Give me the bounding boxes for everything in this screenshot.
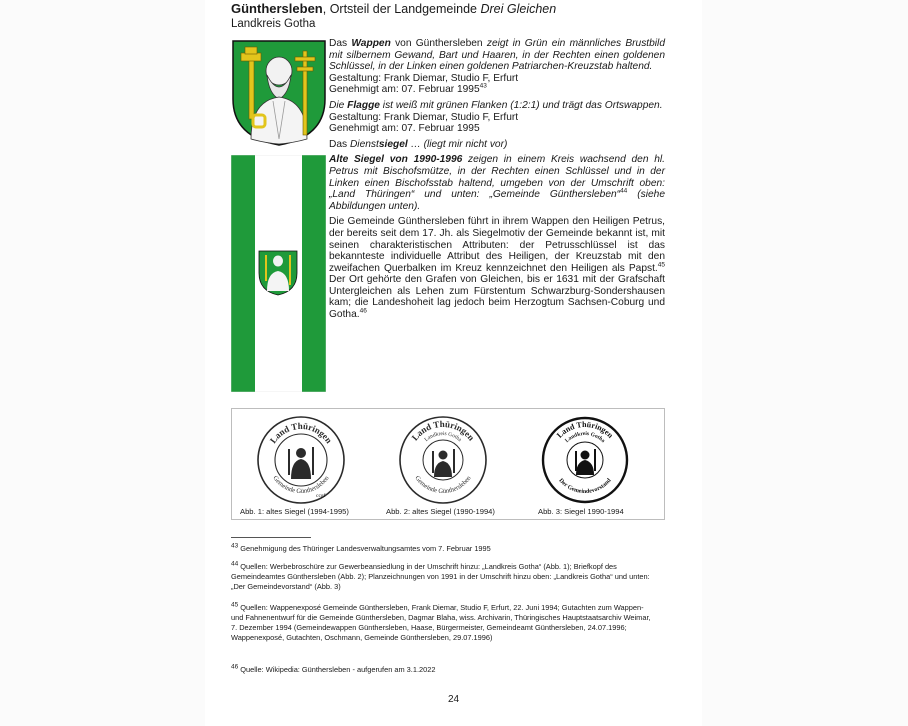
history-paragraph xyxy=(329,216,665,320)
footnote-text: Quellen: Wappenexposé Gemeinde Günthersleben, Frank Diemar, Studio F, Erfurt, 22. Juni 1994; Gutachten zum Wappen- und Fahnenentwurf für die Gemeinde Günthersleben, Dagmar Blaha, wiss. Archivarin, Thüringisches Hauptstaatsarchiv Weimar, 7. Dezember 1994 (Gemeindewappen Günthersleben, Haase, Bürgermeister, Gemeindeamt Günthersleben, 24.07.1996; Wappenexposé, Gutachten, Oschmann, Gemeinde Günthersleben, 29.07.1996) xyxy=(231,603,651,642)
text-fragment: Das xyxy=(329,138,350,150)
flag-blazon-text: ist weiß mit grünen Flanken (1:2:1) und trägt das Ortswappen. xyxy=(379,99,663,111)
term-wappen: Wappen xyxy=(351,38,391,49)
flagge-description xyxy=(329,100,665,135)
term-siegel: siegel xyxy=(378,138,408,150)
text-fragment: Die xyxy=(329,99,348,111)
footnote-44 xyxy=(231,562,651,592)
flag-approval-date: Genehmigt am: 07. Februar 1995 xyxy=(329,123,480,135)
seal-image-1 xyxy=(256,415,346,505)
seal-bottom-text: Gemeinde Günthersleben xyxy=(413,474,473,496)
seal-bottom-text: Gemeinde Günthersleben xyxy=(271,474,331,496)
seal-mid-text: Landkreis Gotha xyxy=(564,430,606,445)
coat-of-arms-image xyxy=(231,39,327,147)
history-text: Die Gemeinde Günthersleben führt in ihrem Wappen den Heiligen Petrus, der bereits seit dem 17. Jh. als Siegelmotiv der Gemeinde bekannt ist, mit seinen charakteristischen Attributen: der Petrusschlüssel ist das bekannteste individuelle Attribut des Heiligen, der Kreuzstab mit den zweifachen Querbalken im Kreuz kennzeichnet den Heiligen als Papst. xyxy=(329,216,665,274)
seal-top-text: Land Thüringen xyxy=(267,420,335,446)
title-rest: , Ortsteil der Landgemeinde xyxy=(322,2,481,16)
seal-caption: Abb. 3: Siegel 1990-1994 xyxy=(538,507,624,516)
text-fragment: (siehe Abbildungen unten). xyxy=(329,189,666,212)
alte-siegel-description xyxy=(329,154,665,212)
seal-caption: Abb. 1: altes Siegel (1994-1995) xyxy=(240,507,349,516)
seal-bottom-text: Der Gemeindevorstand xyxy=(557,477,613,496)
blazon-text: zeigt in Grün ein männliches Brustbild mit silbernem Gewand, Bart und Haaren, in der Rechten einen goldenen Schlüssel, in der Linken einen goldenen Patriarchen-Kreuzstab haltend. xyxy=(329,38,665,73)
dienstsiegel-note xyxy=(329,139,665,151)
district-label: Landkreis Gotha xyxy=(231,18,316,30)
footnote-number: 44 xyxy=(231,560,239,568)
seal-image-2 xyxy=(398,415,488,505)
seal-mark: ccgf xyxy=(316,493,326,499)
footnote-ref[interactable]: 43 xyxy=(479,82,487,90)
seal-description-text: zeigen in einem Kreis wachsend den hl. Petrus mit Bischofsmütze, in der Rechten einen Schlüssel und in der Linken einen Bischofsstab haltend, umgeben von der Umschrift oben: „Land Thüringen“ und unten: „Gemeinde Günthersleben“ xyxy=(329,154,665,201)
seal-image-3 xyxy=(540,415,630,505)
footnote-46 xyxy=(231,665,651,675)
footnote-ref[interactable]: 46 xyxy=(359,307,367,315)
seals-figure xyxy=(231,408,665,520)
footnote-43 xyxy=(231,544,651,554)
wappen-section xyxy=(329,38,665,325)
footnote-text: Quelle: Wikipedia: Günthersleben - aufgerufen am 3.1.2022 xyxy=(240,665,436,674)
footnote-number: 46 xyxy=(231,663,239,671)
document-page xyxy=(205,0,702,726)
history-text: Der Ort gehörte den Grafen von Gleichen, bis er 1631 mit der Grafschaft Untergleichen als Lehen zum Fürstentum Schwarzburg-Sondershausen kam; die Landeshoheit lag jedoch beim Herzogtum Sachsen-Coburg und Gotha. xyxy=(329,274,665,321)
text-fragment: Dienst xyxy=(349,138,379,150)
footnote-number: 43 xyxy=(231,542,239,550)
text-fragment: Das xyxy=(329,38,352,49)
footnote-45 xyxy=(231,603,651,643)
footnote-ref[interactable]: 44 xyxy=(620,187,628,195)
page-number: 24 xyxy=(447,694,460,705)
footnote-ref[interactable]: 45 xyxy=(657,261,665,269)
wappen-design-credit: Gestaltung: Frank Diemar, Studio F, Erfurt xyxy=(329,72,519,84)
page-margin-left xyxy=(0,0,205,726)
wappen-description xyxy=(329,38,665,96)
footnote-text: Genehmigung des Thüringer Landesverwaltungsamtes vom 7. Februar 1995 xyxy=(240,544,491,553)
title-municipality: Drei Gleichen xyxy=(480,2,557,16)
text-fragment: … (liegt mir nicht vor) xyxy=(407,138,508,150)
flag-image xyxy=(231,155,326,392)
footnote-divider xyxy=(231,537,311,538)
flag-design-credit: Gestaltung: Frank Diemar, Studio F, Erfurt xyxy=(329,111,519,123)
term-alte-siegel: Alte Siegel von 1990-1996 xyxy=(329,154,463,166)
text-fragment: von Günthersleben xyxy=(390,38,487,49)
term-flagge: Flagge xyxy=(347,99,380,111)
seal-top-text: Land Thüringen xyxy=(555,419,616,440)
seal-top-text: Land Thüringen xyxy=(409,418,477,443)
page-title xyxy=(231,2,556,31)
footnote-text: Quellen: Werbebroschüre zur Gewerbeansiedlung in der Umschrift hinzu: „Landkreis Gotha“ (Abb. 1); Briefkopf des Gemeindeamtes Günthersleben (Abb. 2); Planzeichnungen von 1991 in der Umschrift hinzu oben: „Landkreis Gotha“ und unten: „Der Gemeindevorstand“ (Abb. 3) xyxy=(231,562,650,591)
seal-caption: Abb. 2: altes Siegel (1990-1994) xyxy=(386,507,495,516)
seal-mid-text: Landkreis Gotha xyxy=(423,430,463,444)
footnote-number: 45 xyxy=(231,601,239,609)
title-place: Günthersleben xyxy=(231,1,323,16)
page-margin-right xyxy=(702,0,908,726)
wappen-approval-date: Genehmigt am: 07. Februar 1995 xyxy=(329,84,480,96)
